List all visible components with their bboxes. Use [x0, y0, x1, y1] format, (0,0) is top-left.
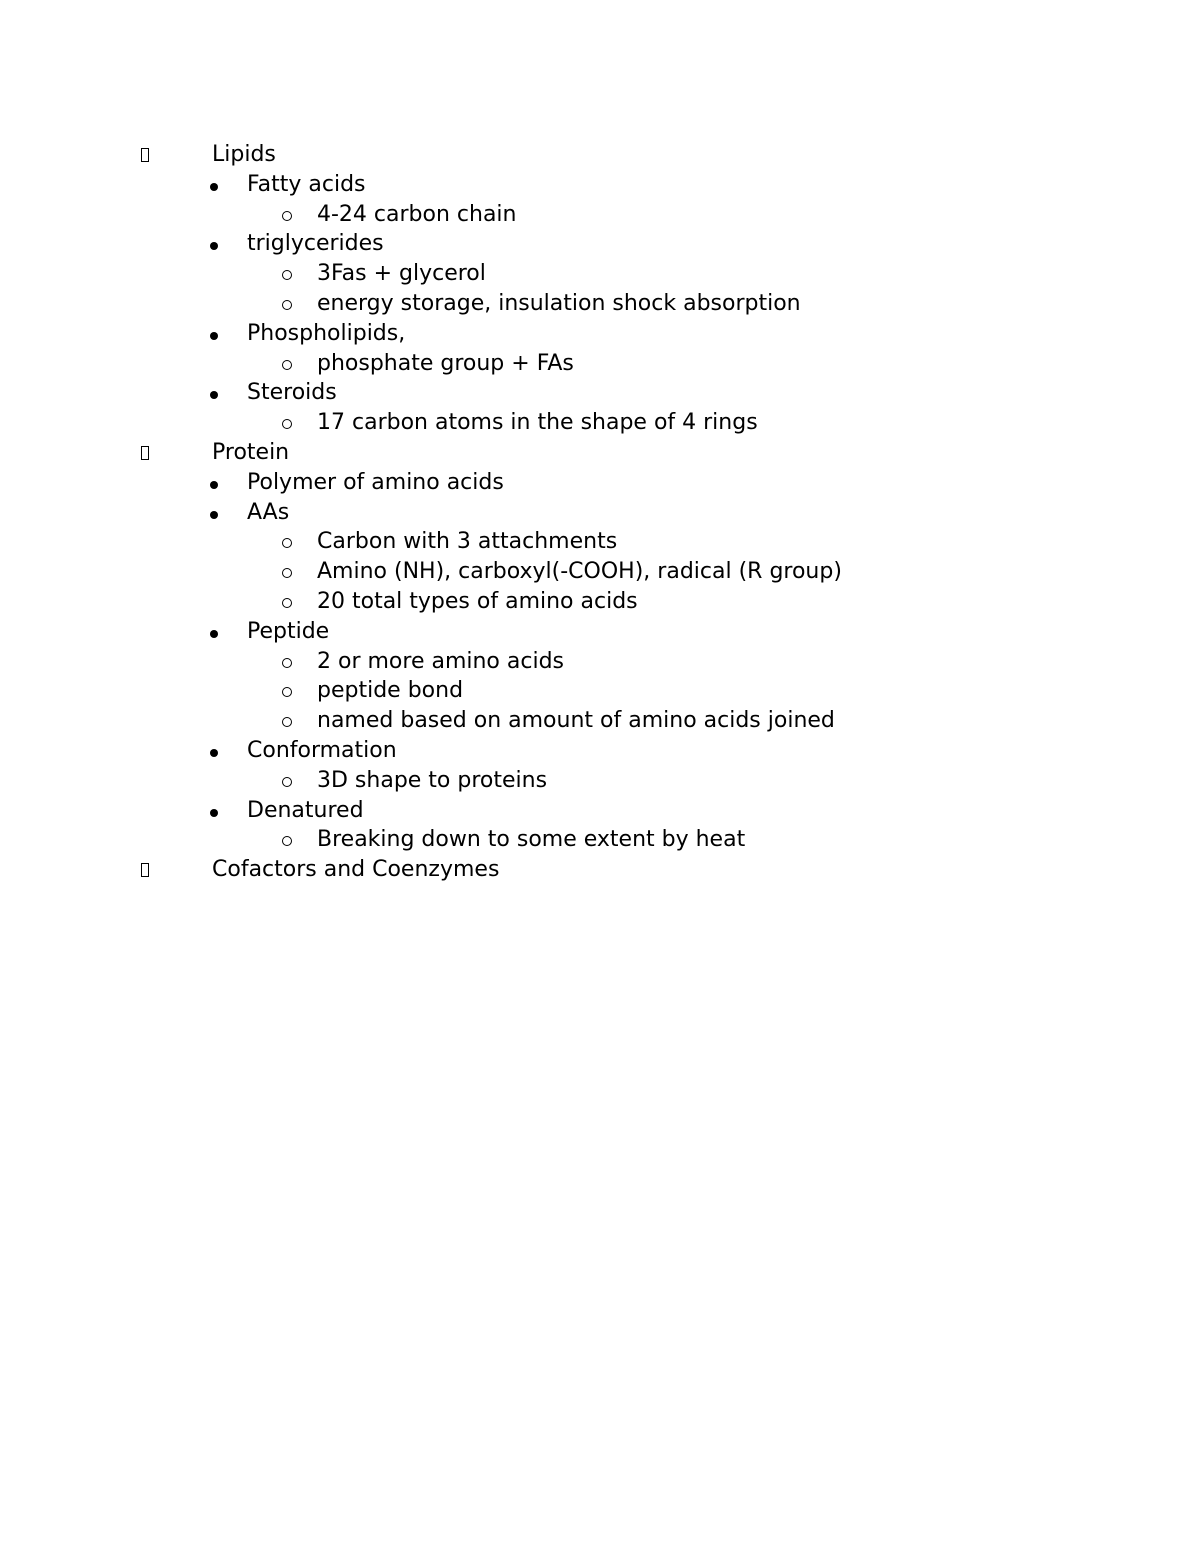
outline-text: 17 carbon atoms in the shape of 4 rings [317, 410, 758, 436]
missing-glyph-bullet-icon [141, 855, 149, 886]
hollow-bullet-icon [282, 289, 292, 319]
outline-text: AAs [247, 499, 290, 525]
hollow-bullet-icon [282, 557, 292, 587]
filled-bullet-icon [210, 617, 218, 647]
outline-text: triglycerides [247, 231, 384, 257]
hollow-bullet-icon [282, 527, 292, 557]
outline-item [0, 229, 1200, 259]
outline-item [0, 647, 1200, 677]
filled-bullet-icon [210, 498, 218, 528]
outline-text: Amino (NH), carboxyl(-COOH), radical (R group) [317, 559, 842, 585]
missing-glyph-bullet-icon [141, 438, 149, 469]
hollow-bullet-icon [282, 200, 292, 230]
outline-text: phosphate group + FAs [317, 350, 574, 376]
filled-bullet-icon [210, 319, 218, 349]
outline-item [0, 676, 1200, 706]
missing-glyph-bullet-icon [141, 140, 149, 171]
outline-text: energy storage, insulation shock absorption [317, 290, 801, 316]
outline-item [0, 527, 1200, 557]
outline-text: Denatured [247, 797, 364, 823]
outline-item [0, 319, 1200, 349]
outline-text: peptide bond [317, 678, 464, 704]
outline-item [0, 617, 1200, 647]
hollow-bullet-icon [282, 408, 292, 438]
outline-item [0, 259, 1200, 289]
outline-text: Carbon with 3 attachments [317, 529, 618, 555]
hollow-bullet-icon [282, 647, 292, 677]
outline-text: 3Fas + glycerol [317, 261, 486, 287]
outline-item-cofactors [0, 855, 1200, 885]
outline-item [0, 468, 1200, 498]
hollow-bullet-icon [282, 349, 292, 379]
hollow-bullet-icon [282, 766, 292, 796]
outline-item [0, 200, 1200, 230]
filled-bullet-icon [210, 796, 218, 826]
outline-item [0, 289, 1200, 319]
filled-bullet-icon [210, 229, 218, 259]
outline-item [0, 706, 1200, 736]
outline-text: Protein [212, 439, 290, 465]
outline-item [0, 736, 1200, 766]
outline-item [0, 498, 1200, 528]
outline-item [0, 408, 1200, 438]
hollow-bullet-icon [282, 825, 292, 855]
hollow-bullet-icon [282, 259, 292, 289]
outline-text: Breaking down to some extent by heat [317, 827, 746, 853]
outline-text: Lipids [212, 142, 276, 167]
outline-item-lipids [0, 140, 1200, 170]
outline-text: Steroids [247, 380, 337, 406]
outline-text: 3D shape to proteins [317, 767, 548, 793]
outline-text: Fatty acids [247, 171, 366, 197]
outline-text: Conformation [247, 737, 397, 763]
outline-item-protein [0, 438, 1200, 468]
outline-item [0, 766, 1200, 796]
hollow-bullet-icon [282, 706, 292, 736]
outline-item [0, 587, 1200, 617]
outline-text: Polymer of amino acids [247, 469, 504, 495]
outline-text: Phospholipids, [247, 320, 406, 346]
outline-text: 2 or more amino acids [317, 648, 565, 674]
hollow-bullet-icon [282, 676, 292, 706]
outline-text: 4-24 carbon chain [317, 201, 517, 227]
outline-item [0, 796, 1200, 826]
outline-text: Peptide [247, 618, 330, 644]
outline-item [0, 825, 1200, 855]
filled-bullet-icon [210, 736, 218, 766]
outline-item [0, 378, 1200, 408]
outline-text: named based on amount of amino acids joined [317, 708, 835, 734]
filled-bullet-icon [210, 468, 218, 498]
hollow-bullet-icon [282, 587, 292, 617]
outline-item [0, 170, 1200, 200]
outline-item [0, 349, 1200, 379]
outline-text: Cofactors and Coenzymes [212, 857, 500, 883]
outline-list [0, 140, 1200, 885]
outline-text: 20 total types of amino acids [317, 588, 638, 614]
filled-bullet-icon [210, 170, 218, 200]
outline-item [0, 557, 1200, 587]
filled-bullet-icon [210, 378, 218, 408]
